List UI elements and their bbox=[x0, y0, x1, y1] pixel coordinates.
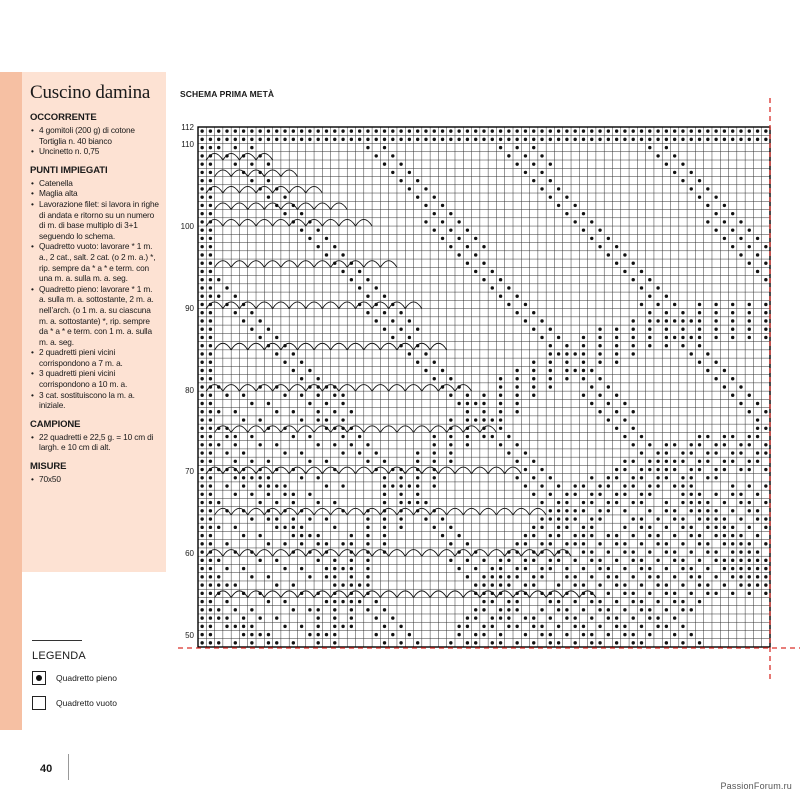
lace-arches bbox=[206, 153, 596, 597]
chart-title: SCHEMA PRIMA METÀ bbox=[180, 89, 275, 99]
legend-label-empty: Quadretto vuoto bbox=[56, 698, 117, 708]
list-item: • Catenella bbox=[30, 178, 160, 189]
row-label-80: 80 bbox=[185, 386, 194, 395]
row-label-100: 100 bbox=[180, 222, 194, 231]
list-item: • 70x50 bbox=[30, 474, 160, 485]
list-item: • Maglia alta bbox=[30, 188, 160, 199]
list-item: • 2 quadretti pieni vicini corrispondono a 7 m. a. bbox=[30, 347, 160, 368]
page-divider bbox=[68, 754, 69, 780]
pattern-title: Cuscino damina bbox=[30, 82, 151, 103]
list-item: • 4 gomitoli (200 g) di cotone Tortiglia n. 40 bianco bbox=[30, 125, 160, 146]
row-label-60: 60 bbox=[185, 549, 194, 558]
section-heading-misure: MISURE bbox=[30, 461, 67, 473]
page-number: 40 bbox=[40, 763, 53, 775]
row-label-110: 110 bbox=[181, 140, 194, 149]
watermark: PassionForum.ru bbox=[720, 781, 792, 791]
row-label-70: 70 bbox=[185, 467, 194, 476]
row-label-50: 50 bbox=[185, 631, 194, 640]
section-heading-punti: PUNTI IMPIEGATI bbox=[30, 164, 108, 176]
section-heading-campione: CAMPIONE bbox=[30, 418, 81, 430]
list-item: • Quadretto pieno: lavorare * 1 m. a. sulla m. a. sottostante, 2 m. a. nell’arch. (o 1 m. a. su ciascuna m. a. sottostante) *, rip. sempre da * a * e term. con 1 m. a. sulla m. a. seg. bbox=[30, 284, 160, 348]
row-label-90: 90 bbox=[185, 304, 194, 313]
section-heading-occorrente: OCCORRENTE bbox=[30, 112, 97, 123]
list-item: • Quadretto vuoto: lavorare * 1 m. a., 2 cat., salt. 2 cat. (o 2 m. a.) *, rip. sempre da * a * e term. con una m. a. sulla m. a. seg. bbox=[30, 241, 160, 283]
legend-title: LEGENDA bbox=[32, 650, 86, 662]
row-label-112: 112 bbox=[181, 123, 194, 132]
list-item: • 3 cat. sostituiscono la m. a. iniziale. bbox=[30, 390, 160, 411]
list-item: • 22 quadretti e 22,5 g. = 10 cm di largh. e 10 cm di alt. bbox=[30, 432, 160, 453]
legend-label-filled: Quadretto pieno bbox=[56, 673, 117, 683]
list-item: • Uncinetto n. 0,75 bbox=[30, 146, 160, 157]
list-item: • 3 quadretti pieni vicini corrispondono a 10 m. a. bbox=[30, 368, 160, 389]
list-item: • Lavorazione filet: si lavora in righe di andata e ritorno su un numero di m. di base multiplo di 3+1 seguendo lo schema. bbox=[30, 199, 160, 241]
